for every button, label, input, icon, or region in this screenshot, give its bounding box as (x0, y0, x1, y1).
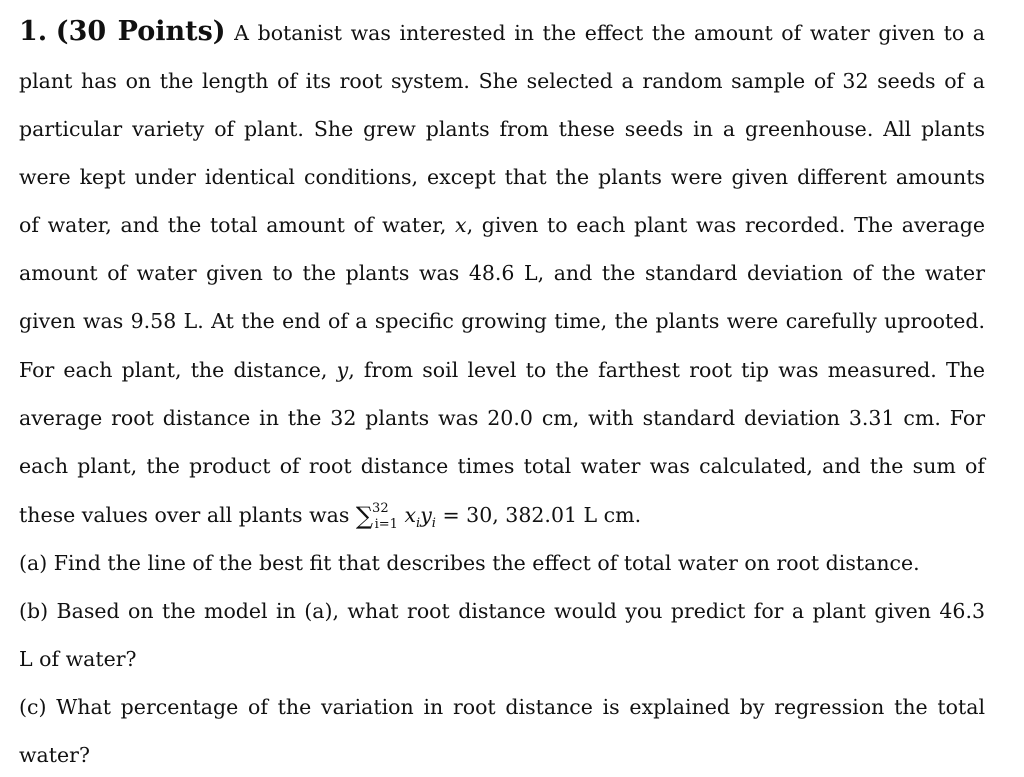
line-7-text: given was 9.58 L. At the end of a specific growing time, the plants were carefully uprooted. (19, 309, 985, 333)
line-2-text: plant has on the length of its root system. She selected a random sample of 32 seeds of a (19, 69, 985, 93)
line-1-text: A botanist was interested in the effect the amount of water given to a (234, 21, 985, 45)
problem-line-11 (19, 499, 985, 534)
line-5-after: , given to each plant was recorded. The average (466, 213, 985, 237)
line-4-text: were kept under identical conditions, except that the plants were given different amounts (19, 165, 985, 189)
part-b-line-2 (19, 644, 985, 674)
variable-y: y (336, 358, 349, 382)
sum-upper-limit: 32 (372, 501, 389, 516)
term-x: x (404, 503, 417, 527)
problem-line-7 (19, 306, 985, 336)
problem-line-1 (19, 17, 985, 48)
summation-symbol: ∑ (355, 502, 374, 530)
line-11-before: these values over all plants was (19, 503, 350, 527)
line-6-text: amount of water given to the plants was 48.6 L, and the standard deviation of the water (19, 261, 985, 285)
problem-line-8 (19, 355, 985, 385)
sum-lower-limit: i=1 (374, 517, 398, 532)
line-10-text: each plant, the product of root distance times total water was calculated, and the sum of (19, 454, 985, 478)
variable-x: x (455, 213, 467, 237)
part-a (19, 548, 985, 578)
term-x-sub: i (416, 516, 421, 531)
term-y-sub: i (431, 516, 436, 531)
part-a-text: (a) Find the line of the best fit that describes the effect of total water on root distance. (19, 551, 920, 575)
problem-line-2 (19, 66, 985, 96)
problem-line-3 (19, 114, 985, 144)
part-b-text-2: L of water? (19, 647, 137, 671)
question-number: 1. (19, 16, 48, 47)
line-5-before: of water, and the total amount of water, (19, 213, 447, 237)
line-8-before: For each plant, the distance, (19, 358, 328, 382)
question-points: (30 Points) (55, 16, 226, 47)
part-c-text-2: water? (19, 743, 90, 767)
sum-equals: = 30, 382.01 L cm. (442, 503, 642, 527)
term-y: y (420, 503, 432, 527)
problem-line-4 (19, 162, 985, 192)
part-c-text-1: (c) What percentage of the variation in root distance is explained by regression the total (19, 695, 985, 719)
part-b-line-1 (19, 596, 985, 626)
line-9-text: average root distance in the 32 plants was 20.0 cm, with standard deviation 3.31 cm. For (19, 406, 985, 430)
part-b-text-1: (b) Based on the model in (a), what root distance would you predict for a plant given 46.3 (19, 599, 985, 623)
problem-line-10 (19, 451, 985, 481)
problem-line-6 (19, 258, 985, 288)
problem-line-5 (19, 210, 985, 240)
part-c-line-2 (19, 740, 985, 770)
line-8-after: , from soil level to the farthest root tip was measured. The (348, 358, 985, 382)
problem-line-9 (19, 403, 985, 433)
part-c-line-1 (19, 692, 985, 722)
line-3-text: particular variety of plant. She grew plants from these seeds in a greenhouse. All plants (19, 117, 985, 141)
